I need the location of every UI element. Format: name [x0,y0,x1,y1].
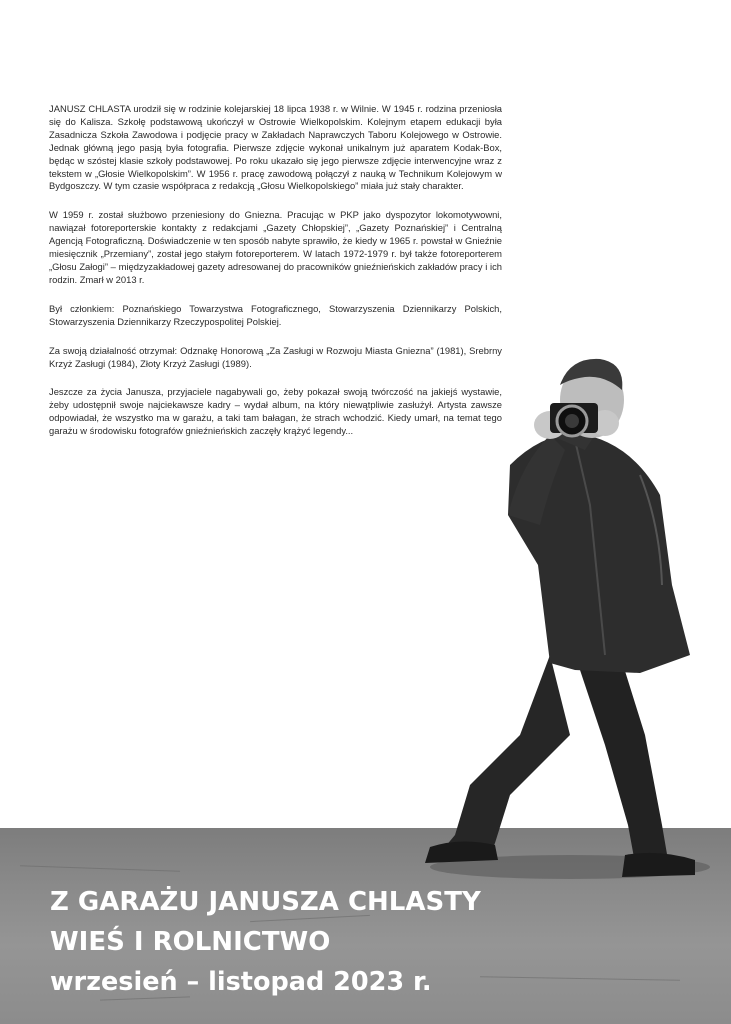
photographer-figure [400,355,710,895]
exhibition-title [50,882,481,1002]
bio-paragraph-2: W 1959 r. został służbowo przeniesiony do Gniezna. Pracując w PKP jako dyspozytor lokomotywowni, nawiązał fotoreporterskie kontakty z redakcjami „Gazety Chłopskiej”, „Gazety Poznańskiej” i Centralną Agencją Fotograficzną. Doświadczenie w ten sposób nabyte sprawiło, że kiedy w 1965 r. powstał w Gnieźnie miesięcznik „Przemiany”, został jego stałym fotoreporterem. W latach 1972-1979 r. był także fotoreporterem „Głosu Załogi” – międzyzakładowej gazety adresowanej do pracowników gnieźnieńskich zakładów pracy i ich rodzin. Zmarł w 2013 r. [49,209,502,285]
title-line-2: WIEŚ I ROLNICTWO [50,927,331,957]
bio-paragraph-4: Za swoją działalność otrzymał: Odznakę Honorową „Za Zasługi w Rozwoju Miasta Gniezna” (1981), Srebrny Krzyż Zasługi (1984), Złoty Krzyż Zasługi (1989). [49,344,502,369]
bio-paragraph-5: Jeszcze za życia Janusza, przyjaciele nagabywali go, żeby pokazał swoją twórczość na jakiejś wystawie, żeby udostępnił swoje najciekawsze kadry – wydał album, na który niewątpliwie zasłużył. Artysta zawsze odpowiadał, że wszystko ma w garażu, a taki tam bałagan, że strach wchodzić. Kiedy umarł, na temat tego garażu w środowisku fotografów gnieźnieńskich zaczęły krążyć legendy... [49,386,502,437]
bio-paragraph-3: Był członkiem: Poznańskiego Towarzystwa Fotograficznego, Stowarzyszenia Dziennikarzy Polskich, Stowarzyszenia Dziennikarzy Rzeczypospolitej Polskiej. [49,302,502,327]
bio-paragraph-1: JANUSZ CHLASTA urodził się w rodzinie kolejarskiej 18 lipca 1938 r. w Wilnie. W 1945 r. rodzina przeniosła się do Kalisza. Szkołę podstawową ukończył w Ostrowie Wielkopolskim. Kolejnym etapem edukacji była Zasadnicza Szkoła Zawodowa i podjęcie pracy w Zakładach Naprawczych Taboru Kolejowego w Ostrowie. Jednak główną jego pasją była fotografia. Pierwsze zdjęcie wykonał unikalnym już aparatem Kodak-Box, będąc w szóstej klasie szkoły podstawowej. Po roku ukazało się jego pierwsze zdjęcie interwencyjne wraz z tekstem w „Głosie Wielkopolskim”. W 1956 r. pracę zawodową połączył z nauką w Technikum Kolejowym w Bydgoszczy. W tym czasie współpraca z redakcją „Głosu Wielkopolskiego” miała już stały charakter. [49,103,502,192]
exhibition-dates: wrzesień – listopad 2023 r. [50,967,432,997]
title-line-1: Z GARAŻU JANUSZA CHLASTY [50,887,481,917]
